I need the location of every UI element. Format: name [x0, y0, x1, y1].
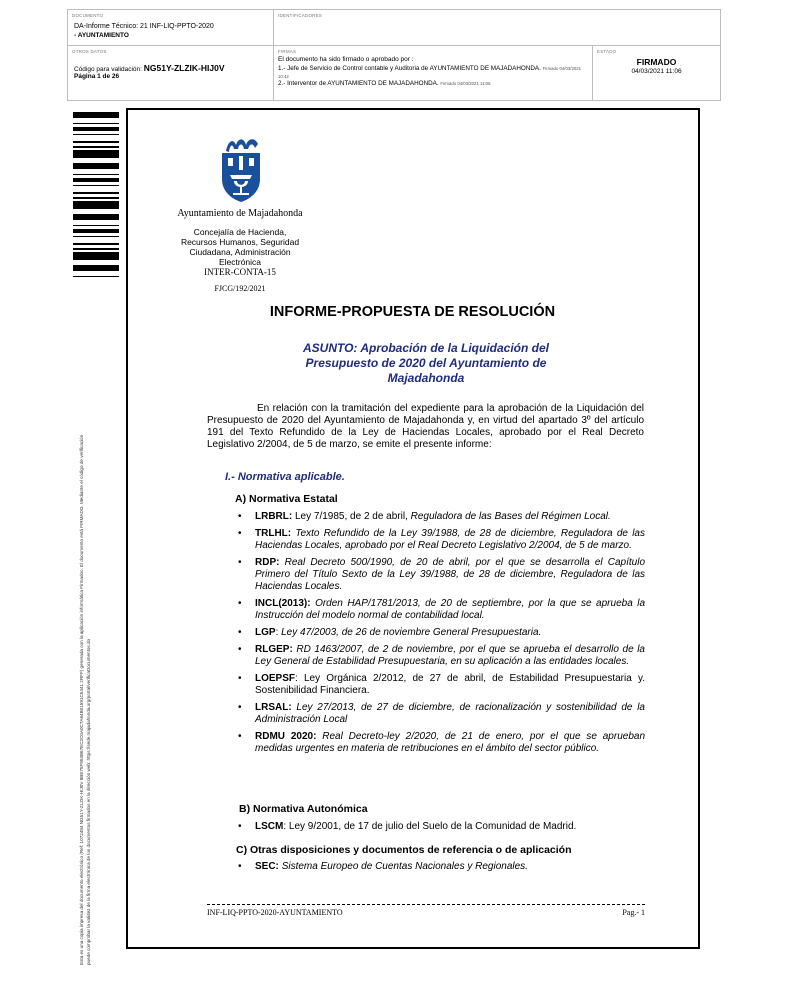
- signer-1: [278, 65, 590, 81]
- bullet-icon: •: [238, 511, 242, 522]
- law-abbreviation: RDMU 2020:: [255, 731, 317, 742]
- law-list-item: [238, 644, 645, 668]
- law-text: Ley 7/1985, de 2 de abril,: [292, 511, 411, 522]
- subheading-normativa-autonomica: B) Normativa Autonómica: [239, 803, 368, 815]
- documento-entity: - AYUNTAMIENTO: [74, 32, 129, 39]
- department-line-2: Recursos Humanos, Seguridad: [180, 237, 300, 247]
- law-abbreviation: LRBRL:: [255, 511, 293, 522]
- barcode-icon: [73, 112, 119, 278]
- law-title: Texto Refundido de la Ley 39/1988, de 28 de diciembre, Reguladora de las Haciendas Locales, aprobado por el Real Decreto Legislativo 2/2004, de 5 de marzo.: [255, 528, 645, 551]
- signer-2-date: Firmado 04/03/2021 11:06: [440, 81, 491, 86]
- document-reference: FJCG/192/2021: [214, 284, 266, 293]
- footer-document-code: INF-LIQ-PPTO-2020-AYUNTAMIENTO: [207, 908, 343, 917]
- documento-name: DA-Informe Técnico: 21 INF-LIQ-PPTO-2020: [74, 23, 214, 30]
- law-abbreviation: LOEPSF: [255, 673, 296, 684]
- law-title: Real Decreto-ley 2/2020, de 21 de enero, por el que se aprueban medidas urgentes en materia de retribuciones en el ámbito del sector público.: [255, 731, 646, 754]
- status-date: 04/03/2021 11:06: [631, 68, 682, 75]
- bullet-icon: •: [238, 861, 242, 872]
- validation-code[interactable]: NG51Y-ZLZIK-HIJ0V: [143, 63, 225, 73]
- subheading-normativa-estatal: A) Normativa Estatal: [235, 493, 338, 505]
- law-list-item: [238, 557, 645, 593]
- law-title: Sistema Europeo de Cuentas Nacionales y Regionales.: [281, 861, 528, 872]
- city-name: Ayuntamiento de Majadahonda: [177, 208, 303, 219]
- signer-2-text: 2.- Interventor de AYUNTAMIENTO DE MAJADAHONDA.: [278, 80, 439, 87]
- verification-line-1: Esta es una copia impresa del documento electrónico (Ref: 1072484 NG51Y-ZLZIK-HIJ0V 8BE75F953B67EC2C0A0C7A64B01591C5441 2RFF) generada con la aplicación informática Firmadoc. El documento está FIRMADO. Mediante el código de verificación: [79, 434, 84, 965]
- law-list-estatal: [238, 511, 645, 760]
- law-list-item: [238, 528, 645, 552]
- section-heading-normativa: I.- Normativa aplicable.: [225, 471, 345, 483]
- law-abbreviation: RDP:: [255, 557, 280, 568]
- majadahonda-logo-icon: [220, 135, 262, 203]
- law-list-item: [238, 861, 645, 873]
- subheading-otras-disposiciones: C) Otras disposiciones y documentos de referencia o de aplicación: [236, 844, 572, 856]
- intro-paragraph: En relación con la tramitación del expediente para la aprobación de la Liquidación del Presupuesto de 2020 del Ayuntamiento de Majadahonda y, en virtud del apartado 3º del artículo 191 del Texto Refundido de la Ley de Haciendas Locales, aprobado por el Real Decreto Legislativo 2/2004, de 5 de marzo, se emite el presente informe:: [207, 403, 644, 450]
- verification-line-2: puede comprobar la validez de la firma electrónica de los documentos firmados en la dirección web: https://sede.majadahonda.org/portal/verificaDocumentos.do: [86, 638, 91, 965]
- signer-1-text: 1.- Jefe de Servicio de Control contable y Auditoria de AYUNTAMIENTO DE MAJADAHONDA.: [278, 65, 541, 72]
- department: [165, 227, 315, 277]
- footer-divider: [207, 904, 645, 905]
- bullet-icon: •: [238, 821, 242, 832]
- documento-label: DOCUMENTO: [72, 13, 104, 18]
- bullet-icon: •: [238, 673, 242, 684]
- otros-datos-cell: [68, 46, 274, 101]
- signer-1-date: Firmado 04/03/2021 10:42: [278, 66, 582, 79]
- department-line-3: Ciudadana, Administración: [189, 247, 291, 257]
- law-abbreviation: SEC:: [255, 861, 279, 872]
- law-abbreviation: RLGEP:: [255, 644, 293, 655]
- law-text: : Ley 9/2001, de 17 de julio del Suelo de la Comunidad de Madrid.: [283, 821, 577, 832]
- footer-page-number: Pag.- 1: [622, 908, 645, 917]
- bullet-icon: •: [238, 557, 242, 568]
- law-text: : Ley Orgánica 2/2012, de 27 de abril, de Estabilidad Presupuestaria y. Sostenibilidad Financiera.: [255, 673, 645, 696]
- subject: ASUNTO: Aprobación de la Liquidación del Presupuesto de 2020 del Ayuntamiento de Majadahonda: [302, 341, 550, 385]
- law-title: Orden HAP/1781/2013, de 20 de septiembre, por la que se aprueba la Instrucción del modelo normal de contabilidad local.: [255, 598, 646, 621]
- law-abbreviation: LRSAL:: [255, 702, 292, 713]
- law-title: Real Decreto 500/1990, de 20 de abril, por el que se desarrolla el Capítulo Primero del Título Sexto de la Ley 39/1988, de 28 de diciembre, Reguladora de las Haciendas Locales.: [255, 557, 646, 592]
- bullet-icon: •: [238, 644, 242, 655]
- estado-label: ESTADO: [597, 49, 617, 54]
- page-info: Página 1 de 26: [74, 73, 120, 80]
- law-list-item: [238, 598, 645, 622]
- law-text: :: [275, 627, 282, 638]
- signer-2: [278, 80, 490, 87]
- bullet-icon: •: [238, 627, 242, 638]
- law-list-item: [238, 821, 645, 833]
- firmas-label: FIRMAS: [278, 49, 297, 54]
- law-list-otras: [238, 861, 645, 878]
- law-abbreviation: TRLHL:: [255, 528, 292, 539]
- validation-prefix: Código para validación:: [74, 66, 144, 73]
- law-title: Ley 47/2003, de 26 de noviembre General Presupuestaria.: [281, 627, 542, 638]
- law-abbreviation: LSCM: [255, 821, 284, 832]
- identificadores-cell: [274, 10, 720, 46]
- firmas-intro: El documento ha sido firmado o aprobado por :: [278, 56, 414, 63]
- law-title: Reguladora de las Bases del Régimen Local.: [410, 511, 611, 522]
- law-list-item: [238, 511, 645, 523]
- bullet-icon: •: [238, 598, 242, 609]
- law-abbreviation: INCL(2013):: [255, 598, 311, 609]
- law-list-item: [238, 627, 645, 639]
- identificadores-label: IDENTIFICADORES: [278, 13, 323, 18]
- bullet-icon: •: [238, 731, 242, 742]
- firmas-cell: [274, 46, 593, 101]
- law-list-item: [238, 673, 645, 697]
- law-title: RD 1463/2007, de 2 de noviembre, por el que se aprueba el desarrollo de la Ley General de Estabilidad Presupuestaria, en su aplicación a las entidades locales.: [255, 644, 645, 667]
- law-list-item: [238, 731, 645, 755]
- status-badge: FIRMADO: [636, 57, 677, 67]
- bullet-icon: •: [238, 702, 242, 713]
- estado-cell: [593, 46, 720, 101]
- law-title: Ley 27/2013, de 27 de diciembre, de racionalización y sostenibilidad de la Administración Local: [255, 702, 645, 725]
- law-list-autonomica: [238, 821, 645, 838]
- law-list-item: [238, 702, 645, 726]
- otros-datos-label: OTROS DATOS: [72, 49, 107, 54]
- department-line-4: Electrónica: [218, 257, 262, 267]
- department-code: INTER-CONTA-15: [204, 267, 276, 277]
- department-line-1: Concejalía de Hacienda,: [193, 227, 287, 237]
- bullet-icon: •: [238, 528, 242, 539]
- validation-line: [74, 63, 225, 73]
- signature-header: [67, 9, 721, 101]
- documento-cell: [68, 10, 274, 46]
- verification-vertical-text: [78, 285, 92, 965]
- page-title: INFORME-PROPUESTA DE RESOLUCIÓN: [269, 304, 556, 320]
- law-abbreviation: LGP: [255, 627, 276, 638]
